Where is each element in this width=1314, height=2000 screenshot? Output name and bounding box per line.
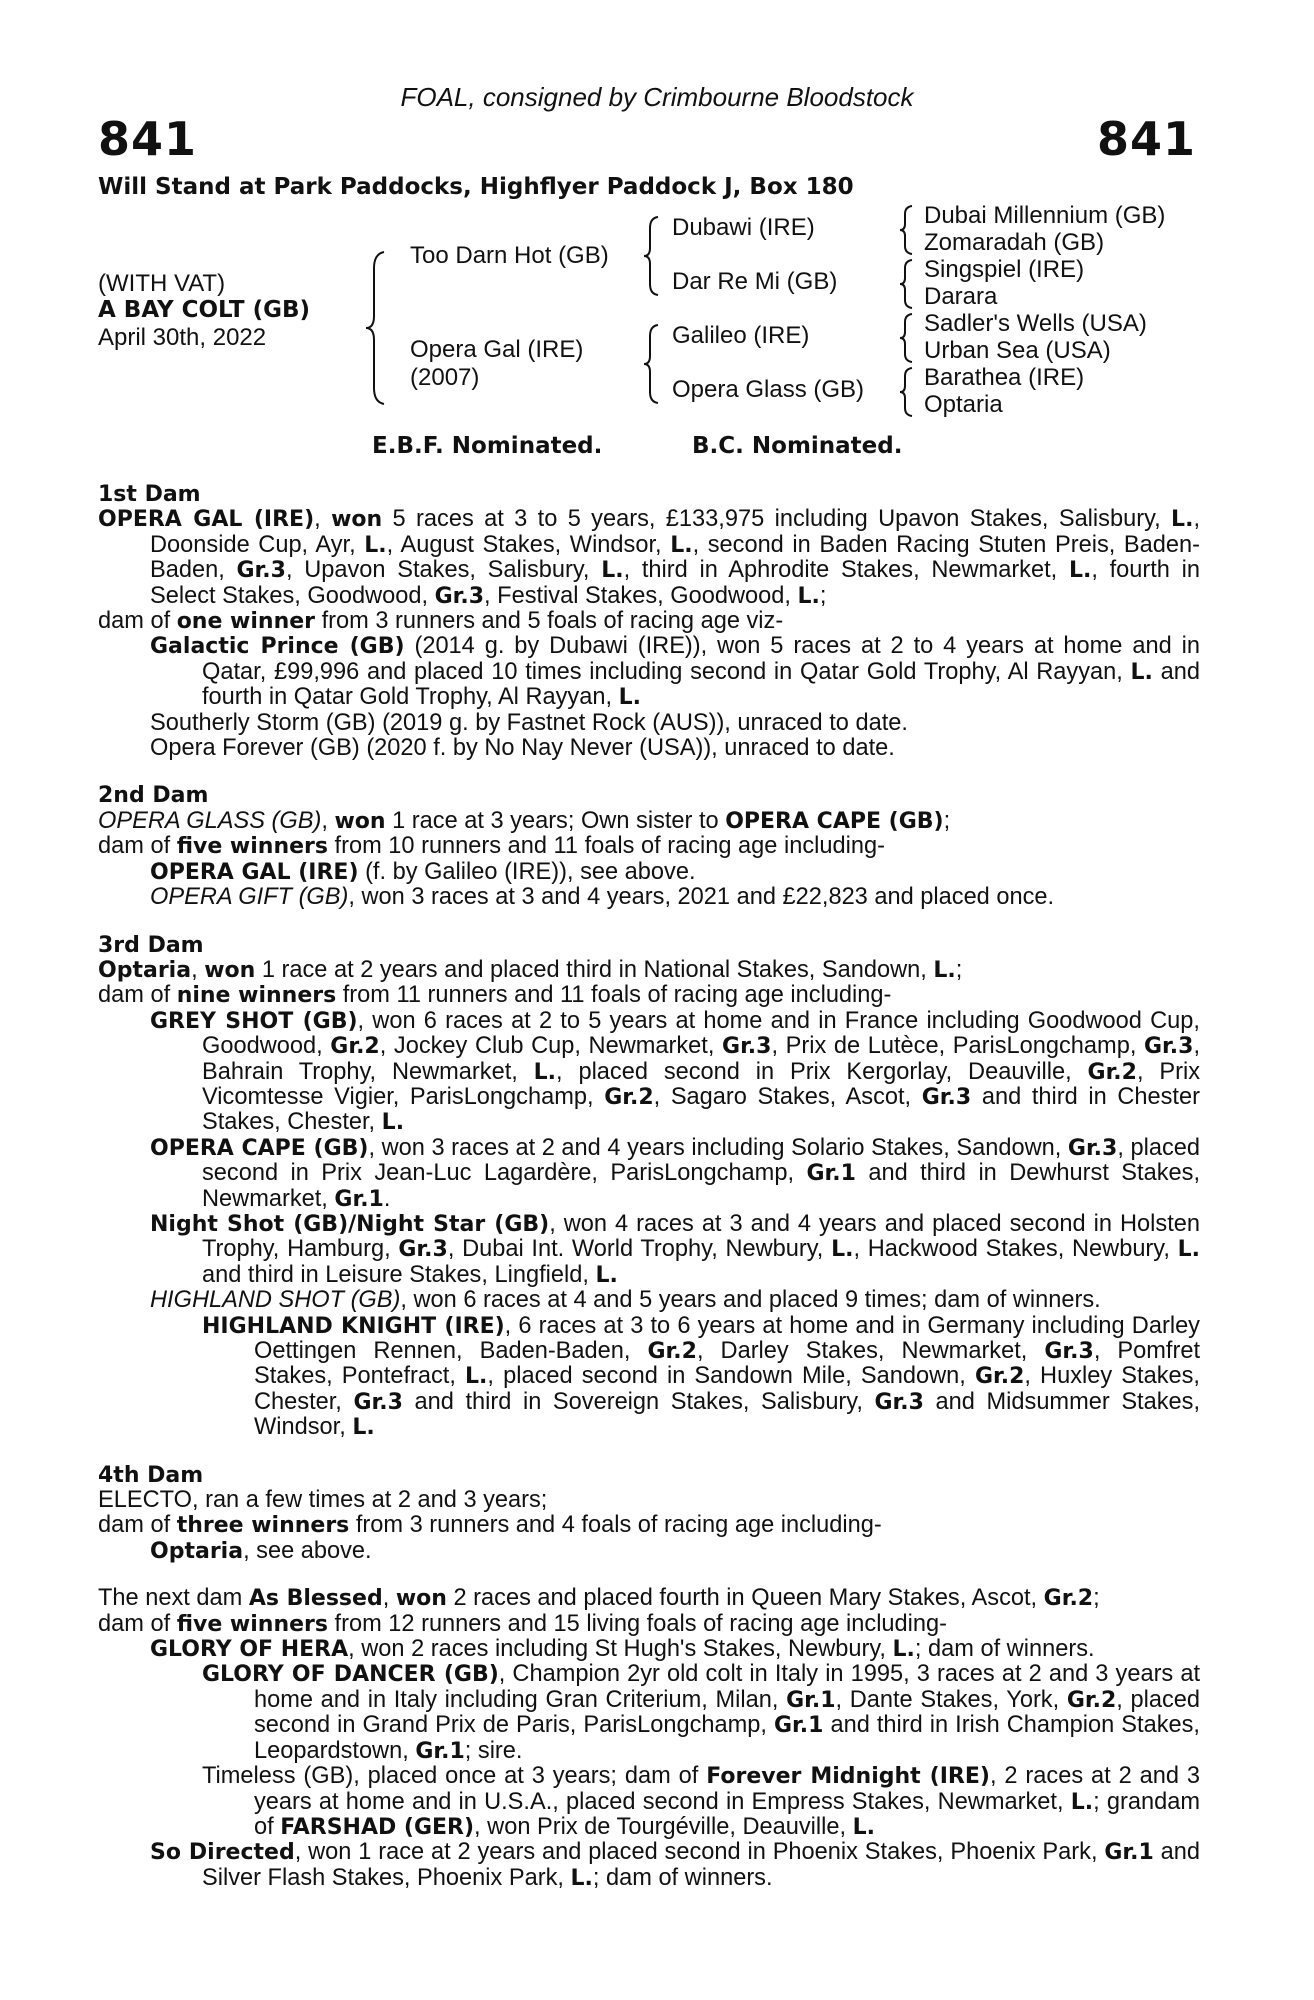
lot-number-right: 841	[1096, 112, 1196, 166]
produce-entry: GLORY OF HERA, won 2 races including St Hugh's Stakes, Newbury, L.; dam of winners.	[150, 1636, 1095, 1663]
produce-entry: Night Shot (GB)/Night Star (GB), won 4 races at 3 and 4 years and placed second in Holsten Trophy, Hamburg, Gr.3, Dubai Int. World Trophy, Newbury, L., Hackwood Stakes, Newbury, L. and third in Leisure Stakes, Lingfield, L.	[150, 1210, 1200, 1288]
g3-ancestor: Sadler's Wells (USA)	[924, 310, 1147, 337]
pedigree-brace-g3b	[898, 258, 914, 310]
dam-record: Optaria, won 1 race at 2 years and placed third in National Stakes, Sandown, L.;	[98, 956, 963, 983]
first-dam-section	[98, 482, 1200, 761]
consignment-line: FOAL, consigned by Crimbourne Bloodstock	[400, 82, 914, 112]
second-dam-section	[98, 783, 1200, 910]
g3-ancestor: Singspiel (IRE)	[924, 256, 1085, 283]
produce-entry: Opera Forever (GB) (2020 f. by No Nay Never (USA)), unraced to date.	[150, 735, 895, 762]
dam-produce-summary: dam of five winners from 10 runners and 11 foals of racing age including-	[98, 833, 885, 860]
g3-ancestor: Zomaradah (GB)	[924, 229, 1105, 256]
section-heading: 4th Dam	[98, 1462, 204, 1488]
bc-nomination: B.C. Nominated.	[692, 433, 903, 459]
grand-produce-entry: Timeless (GB), placed once at 3 years; dam of Forever Midnight (IRE), 2 races at 2 and 3 years at home and in U.S.A., placed second in Empress Stakes, Newmarket, L.; grandam of FARSHAD (GER), won Prix de Tourgéville, Deauville, L.	[202, 1763, 1200, 1840]
dam-record: The next dam As Blessed, won 2 races and placed fourth in Queen Mary Stakes, Ascot, Gr.2;	[98, 1585, 1100, 1612]
dam-produce-summary: dam of nine winners from 11 runners and 11 foals of racing age including-	[98, 982, 892, 1009]
dam-record: ELECTO, ran a few times at 2 and 3 years;	[98, 1487, 548, 1514]
dam-record: OPERA GAL (IRE), won 5 races at 3 to 5 years, £133,975 including Upavon Stakes, Salisbury, L., Doonside Cup, Ayr, L., August Stakes, Windsor, L., second in Baden Racing Stuten Preis, Baden-Baden, Gr.3, Upavon Stakes, Salisbury, L., third in Aphrodite Stakes, Newmarket, L., fourth in Select Stakes, Goodwood, Gr.3, Festival Stakes, Goodwood, L.;	[98, 506, 1201, 609]
section-heading: 1st Dam	[98, 482, 201, 507]
dam-produce-summary: dam of one winner from 3 runners and 5 foals of racing age viz-	[98, 608, 784, 635]
sire-sire: Dubawi (IRE)	[672, 214, 815, 241]
produce-entry: GREY SHOT (GB), won 6 races at 2 to 5 years at home and in France including Goodwood Cup, Goodwood, Gr.2, Jockey Club Cup, Newmarket, Gr.3, Prix de Lutèce, ParisLongchamp, Gr.3, Bahrain Trophy, Newmarket, L., placed second in Prix Kergorlay, Deauville, Gr.2, Prix Vicomtesse Vigier, ParisLongchamp, Gr.2, Sagaro Stakes, Ascot, Gr.3 and third in Chester Stakes, Chester, L.	[150, 1007, 1200, 1136]
third-dam-section	[98, 933, 1200, 1441]
g3-ancestor: Optaria	[924, 391, 1003, 418]
dam-name: Opera Gal (IRE)	[410, 336, 584, 363]
produce-entry: OPERA GIFT (GB), won 3 races at 3 and 4 years, 2021 and £22,823 and placed once.	[150, 884, 1055, 911]
g3-ancestor: Darara	[924, 283, 998, 310]
grand-produce-entry: HIGHLAND KNIGHT (IRE), 6 races at 3 to 6 years at home and in Germany including Darley Oettingen Rennen, Baden-Baden, Gr.2, Darley Stakes, Newmarket, Gr.3, Pomfret Stakes, Pontefract, L., placed second in Sandown Mile, Sandown, Gr.2, Huxley Stakes, Chester, Gr.3 and third in Sovereign Stakes, Salisbury, Gr.3 and Midsummer Stakes, Windsor, L.	[202, 1312, 1201, 1441]
dam-produce-summary: dam of three winners from 3 runners and 4 foals of racing age including-	[98, 1512, 882, 1539]
subject-name: A BAY COLT (GB)	[98, 297, 311, 323]
produce-record	[98, 482, 1200, 1913]
pedigree-brace-dam	[642, 322, 662, 406]
dam-produce-summary: dam of five winners from 12 runners and 15 living foals of racing age including-	[98, 1610, 948, 1637]
grand-produce-entry: GLORY OF DANCER (GB), Champion 2yr old colt in Italy in 1995, 3 races at 2 and 3 years at home and in Italy including Gran Criterium, Milan, Gr.1, Dante Stakes, York, Gr.2, placed second in Grand Prix de Paris, ParisLongchamp, Gr.1 and third in Irish Champion Stakes, Leopardstown, Gr.1; sire.	[202, 1661, 1200, 1764]
produce-entry: HIGHLAND SHOT (GB), won 6 races at 4 and 5 years and placed 9 times; dam of winners.	[150, 1287, 1101, 1314]
produce-entry: Optaria, see above.	[150, 1537, 372, 1564]
dam-year: (2007)	[410, 364, 480, 391]
pedigree-brace-g3c	[898, 312, 914, 364]
dam-sire: Galileo (IRE)	[672, 322, 810, 349]
section-heading: 3rd Dam	[98, 932, 204, 958]
sire-dam: Dar Re Mi (GB)	[672, 268, 838, 295]
stand-location: Will Stand at Park Paddocks, Highflyer Paddock J, Box 180	[98, 174, 854, 200]
next-dam-section	[98, 1586, 1200, 1891]
produce-entry: Southerly Storm (GB) (2019 g. by Fastnet Rock (AUS)), unraced to date.	[150, 709, 908, 736]
lot-number-left: 841	[98, 112, 198, 166]
produce-entry: OPERA CAPE (GB), won 3 races at 2 and 4 years including Solario Stakes, Sandown, Gr.3, placed second in Prix Jean-Luc Lagardère, ParisLongchamp, Gr.1 and third in Dewhurst Stakes, Newmarket, Gr.1.	[150, 1134, 1201, 1212]
pedigree-brace-sire	[642, 214, 662, 298]
produce-entry: So Directed, won 1 race at 2 years and placed second in Phoenix Stakes, Phoenix Park, Gr.1 and Silver Flash Stakes, Phoenix Park, L.; dam of winners.	[150, 1839, 1201, 1891]
sire-name: Too Darn Hot (GB)	[410, 242, 609, 269]
produce-entry: Galactic Prince (GB) (2014 g. by Dubawi (IRE)), won 5 races at 2 to 4 years at home and in Qatar, £99,996 and placed 10 times including second in Qatar Gold Trophy, Al Rayyan, L. and fourth in Qatar Gold Trophy, Al Rayyan, L.	[150, 633, 1200, 711]
pedigree-brace-g3d	[898, 366, 914, 418]
g3-ancestor: Barathea (IRE)	[924, 364, 1085, 391]
vat-note: (WITH VAT)	[98, 270, 226, 297]
dam-dam: Opera Glass (GB)	[672, 376, 865, 403]
pedigree-brace-g3a	[898, 204, 914, 256]
section-heading: 2nd Dam	[98, 783, 209, 809]
g3-ancestor: Urban Sea (USA)	[924, 337, 1111, 364]
foaling-date: April 30th, 2022	[98, 324, 267, 351]
produce-entry: OPERA GAL (IRE) (f. by Galileo (IRE)), see above.	[150, 858, 696, 885]
pedigree-brace-main	[364, 248, 392, 408]
ebf-nomination: E.B.F. Nominated.	[372, 433, 603, 459]
fourth-dam-section	[98, 1463, 1200, 1565]
g3-ancestor: Dubai Millennium (GB)	[924, 202, 1166, 229]
dam-record: OPERA GLASS (GB), won 1 race at 3 years; Own sister to OPERA CAPE (GB);	[98, 807, 951, 834]
